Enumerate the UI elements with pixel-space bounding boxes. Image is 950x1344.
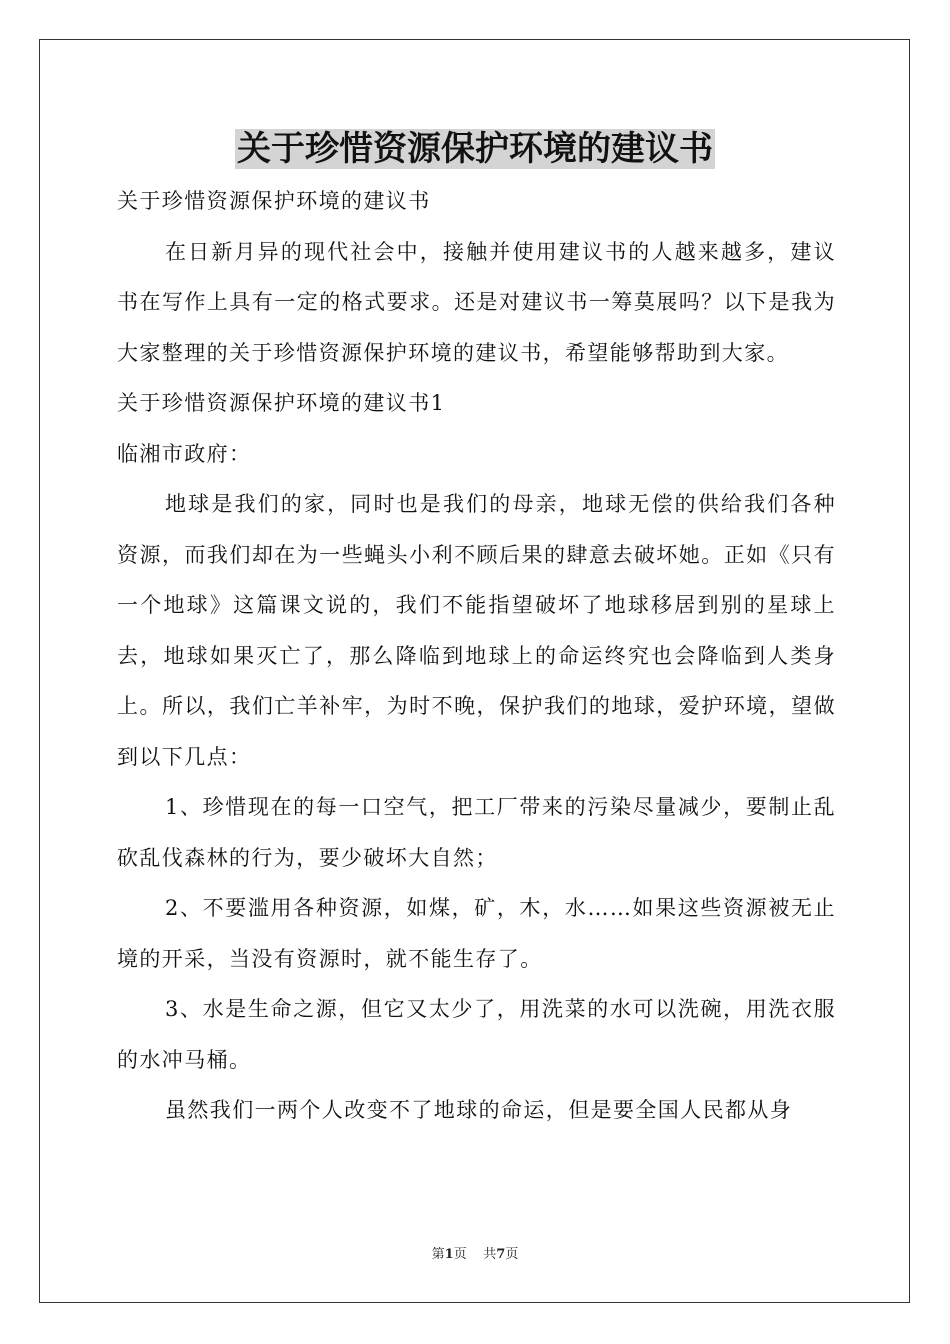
document-body [117, 176, 836, 1136]
footer-page-suffix: 页 [453, 1247, 467, 1262]
footer-page-prefix: 第 [431, 1247, 445, 1262]
footer-total-prefix: 共 [483, 1247, 497, 1262]
paragraph: 2、不要滥用各种资源，如煤，矿，木，水……如果这些资源被无止境的开采，当没有资源时，就不能生存了。 [117, 896, 836, 971]
document-title-text: 关于珍惜资源保护环境的建议书 [237, 129, 713, 169]
page-footer [0, 1246, 950, 1264]
paragraph: 地球是我们的家，同时也是我们的母亲，地球无偿的供给我们各种资源，而我们却在为一些蝇头小利不顾后果的肆意去破坏她。正如《只有一个地球》这篇课文说的，我们不能指望破坏了地球移居到别的星球上去，地球如果灭亡了，那么降临到地球上的命运终究也会降临到人类身上。所以，我们亡羊补牢，为时不晚，保护我们的地球，爱护环境，望做到以下几点： [117, 492, 836, 769]
footer-page-number: 1 [444, 1247, 454, 1262]
footer-total-pages: 7 [496, 1247, 506, 1262]
paragraph: 1、珍惜现在的每一口空气，把工厂带来的污染尽量减少，要制止乱砍乱伐森林的行为，要少破坏大自然； [117, 795, 836, 870]
paragraph: 关于珍惜资源保护环境的建议书 [117, 189, 431, 213]
paragraph: 关于珍惜资源保护环境的建议书1 [117, 391, 446, 415]
paragraph: 虽然我们一两个人改变不了地球的命运，但是要全国人民都从身 [165, 1098, 793, 1122]
paragraph: 3、水是生命之源，但它又太少了，用洗菜的水可以洗碗，用洗衣服的水冲马桶。 [117, 997, 836, 1072]
paragraph: 临湘市政府： [117, 441, 252, 466]
footer-total-suffix: 页 [505, 1247, 519, 1262]
paragraph: 在日新月异的现代社会中，接触并使用建议书的人越来越多，建议书在写作上具有一定的格式要求。还是对建议书一筹莫展吗？以下是我为大家整理的关于珍惜资源保护环境的建议书，希望能够帮助到大家。 [117, 239, 836, 365]
document-title [0, 126, 950, 172]
